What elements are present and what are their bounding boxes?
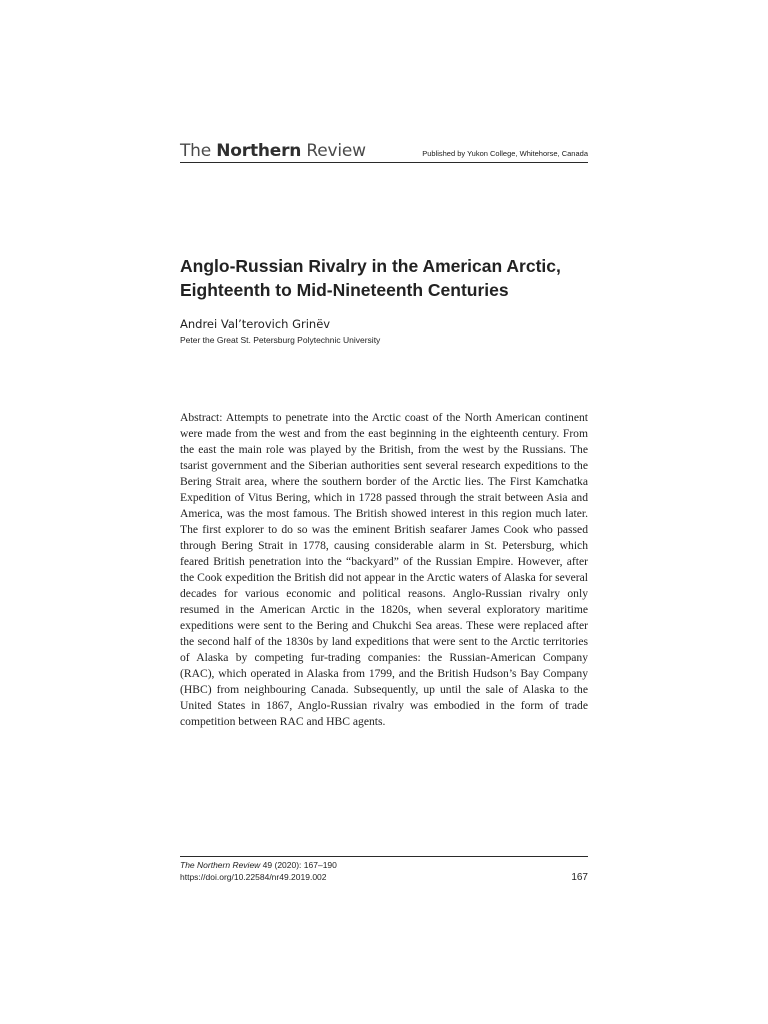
running-header xyxy=(180,140,588,163)
journal-name-main: Northern xyxy=(216,141,302,161)
footer-citation xyxy=(180,859,337,871)
article-title xyxy=(180,254,600,302)
publisher-line: Published by Yukon College, Whitehorse, Canada xyxy=(422,149,588,158)
author-name: Andrei Val’terovich Grinëv xyxy=(180,317,331,331)
footer-journal-name: The Northern Review xyxy=(180,860,261,870)
author-affiliation: Peter the Great St. Petersburg Polytechnic University xyxy=(180,335,381,345)
journal-logo-wordmark xyxy=(180,140,366,162)
footer-volume-pages: 49 (2020): 167–190 xyxy=(260,860,337,870)
footer-doi-link[interactable]: https://doi.org/10.22584/nr49.2019.002 xyxy=(180,872,327,882)
journal-name-suffix: Review xyxy=(306,141,366,161)
footer-divider xyxy=(180,856,588,857)
article-title-line-1: Anglo-Russian Rivalry in the American Arctic, xyxy=(180,256,561,276)
article-title-line-2: Eighteenth to Mid-Nineteenth Centuries xyxy=(180,280,509,300)
abstract-text: Abstract: Attempts to penetrate into the Arctic coast of the North American continent were made from the west and from the east beginning in the eighteenth century. From the east the main role was played by the British, from the west by the Russians. The tsarist government and the Siberian authorities sent several research expeditions to the Bering Strait area, where the southern border of the Arctic lies. The First Kamchatka Expedition of Vitus Bering, which in 1728 passed through the strait between Asia and America, was the most famous. The British showed interest in this region much later. The first explorer to do so was the eminent British seafarer James Cook who passed through Bering Strait in 1778, causing considerable alarm in St. Petersburg, which feared British penetration into the “backyard” of the Russian Empire. However, after the Cook expedition the British did not appear in the Arctic waters of Alaska for several decades for various economic and political reasons. Anglo-Russian rivalry only resumed in the American Arctic in the 1820s, when several exploratory maritime expeditions were sent to the Bering and Chukchi Sea areas. These were replaced after the second half of the 1830s by land expeditions that were sent to the Arctic territories of Alaska by competing fur-trading companies: the Russian-American Company (RAC), which operated in Alaska from 1799, and the British Hudson’s Bay Company (HBC) from neighbouring Canada. Subsequently, up until the sale of Alaska to the United States in 1867, Anglo-Russian rivalry was embodied in the form of trade competition between RAC and HBC agents. xyxy=(180,411,588,728)
page-number: 167 xyxy=(571,872,588,883)
journal-name-prefix: The xyxy=(180,141,212,161)
